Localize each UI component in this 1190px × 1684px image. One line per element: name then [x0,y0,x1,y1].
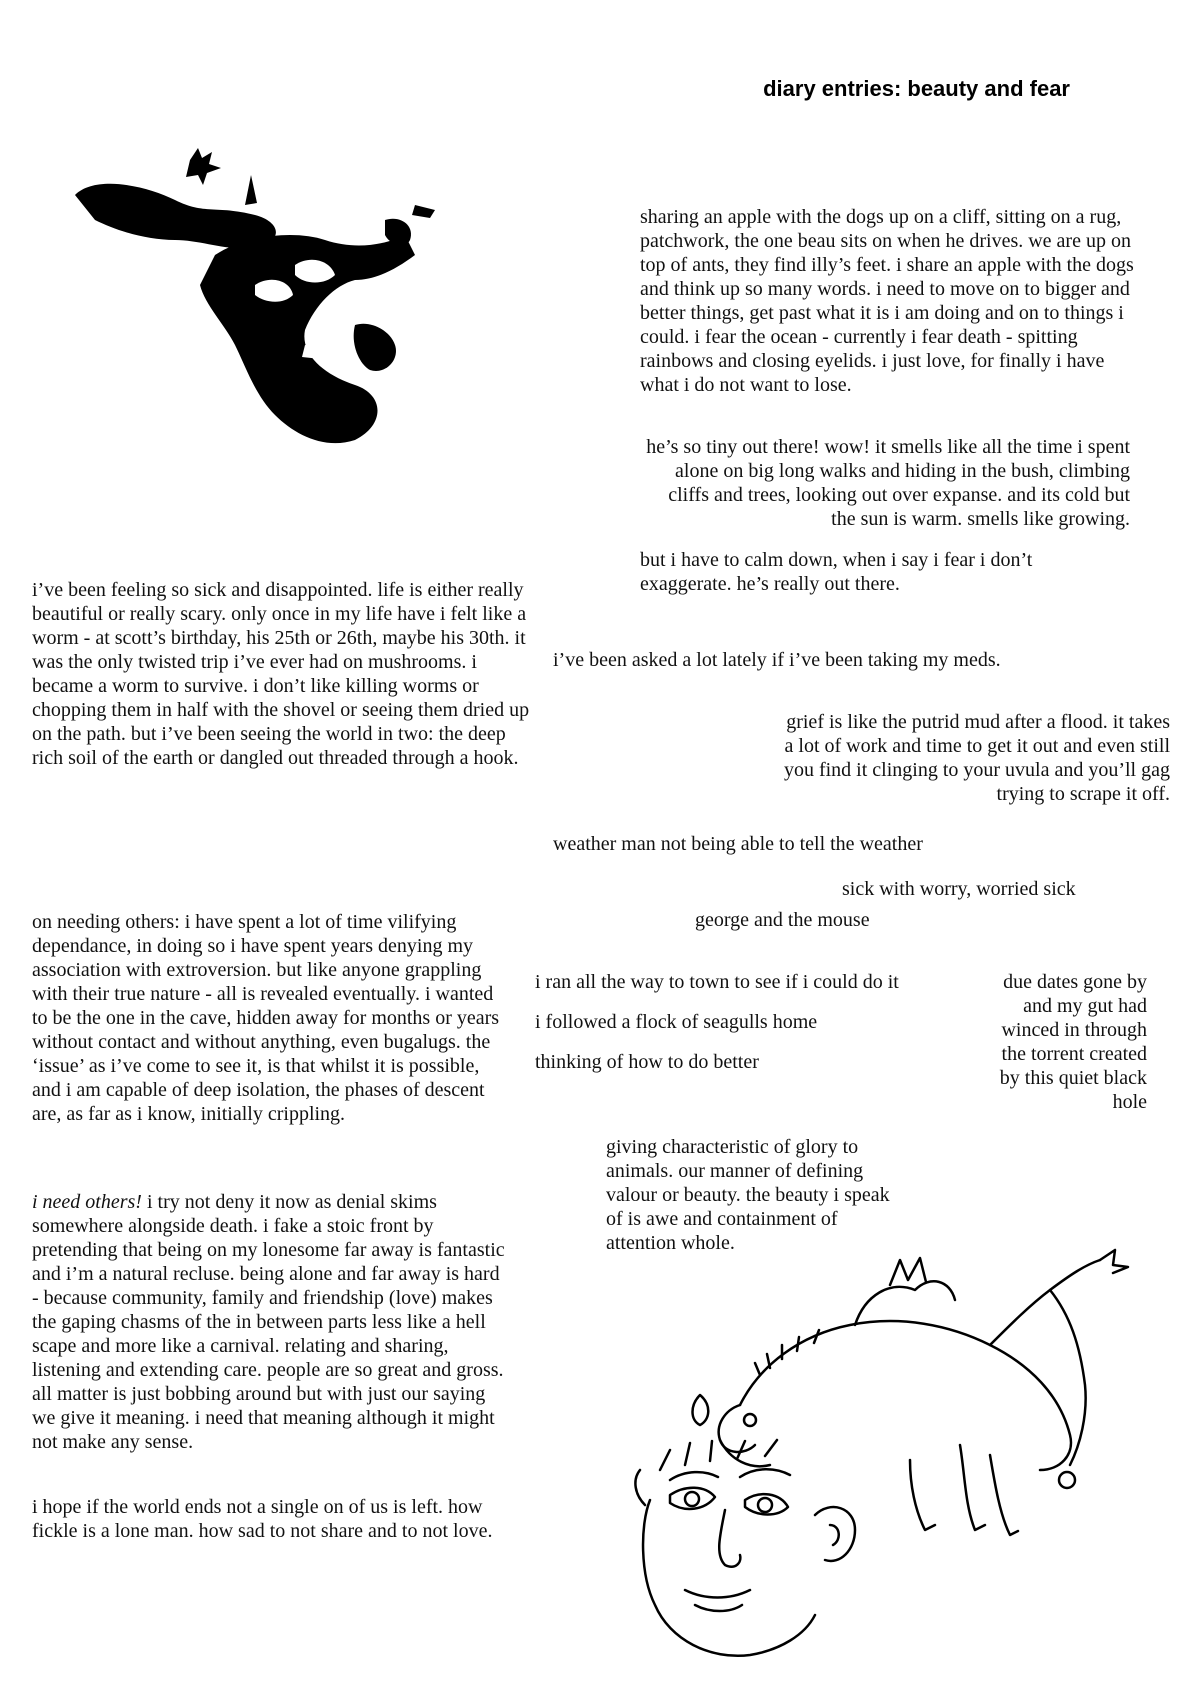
entry-due-dates: due dates gone by and my gut had winced in through the torrent created by this quiet black hole [999,971,1147,1113]
need-others-text: i try not deny it now as denial skims somewhere alongside death. i fake a stoic front by pretending that being on my lonesome far away is fantastic and i’m a natural recluse. being alone and far away is hard - because community, family and friendship (love) makes the gaping chasms of the in between parts less like a hell scape and more like a carnival. relating and sharing, listening and extending care. people are so great and gross. all matter is just bobbing around but with just our saying we give it meaning. i need that meaning although it might not make any sense. [32,1191,505,1453]
entry-seagulls: i followed a flock of seagulls home [535,1011,818,1033]
entry-need-others [32,1190,507,1454]
entry-sick-with-worry: sick with worry, worried sick [842,878,1076,900]
entry-needing-others: on needing others: i have spent a lot of time vilifying dependance, in doing so i have spent years denying my association with extroversion. but like anyone grappling with their true nature - all is revealed eventually. i wanted to be the one in the cave, hidden away for months or years without contact and without anything, even bugalugs. the ‘issue’ as i’ve come to see it, is that whilst it is possible, and i am capable of deep isolation, the phases of descent are, as far as i know, initially crippling. [32,911,500,1125]
entry-tiny-out-there: he’s so tiny out there! wow! it smells like all the time i spent alone on big long walks and hiding in the bush, climbing cliffs and trees, looking out over expanse. and its cold but the sun is warm. smells like growing. [646,436,1130,530]
entry-weather-man: weather man not being able to tell the weather [553,833,923,855]
entry-glory: giving characteristic of glory to animals. our manner of defining valour or beauty. the beauty i speak of is awe and containment of attention whole. [606,1136,890,1254]
entry-apple: sharing an apple with the dogs up on a cliff, sitting on a rug, patchwork, the one beau sits on when he drives. we are up on top of ants, they find illy’s feet. i share an apple with the dogs and think up so many words. i need to move on to bigger and better things, get past what it is i am doing and on to things i could. i fear the ocean - currently i fear death - spitting rainbows and closing eyelids. i just love, for finally i have what i do not want to lose. [640,206,1134,396]
entry-sick-disappointed: i’ve been feeling so sick and disappointed. life is either really beautiful or really scary. only once in my life have i felt like a worm - at scott’s birthday, his 25th or 26th, maybe his 30th. it was the only twisted trip i’ve ever had on mushrooms. i became a worm to survive. i don’t like killing worms or chopping them in half with the shovel or seeing them dried up on the path. but i’ve been seeing the world in two: the deep rich soil of the earth or dangled out threaded through a hook. [32,579,530,769]
entry-grief: grief is like the putrid mud after a flood. it takes a lot of work and time to get it out and even still you find it clinging to your uvula and you’ll gag trying to scrape it off. [783,711,1170,805]
line-drawing-face-creature [630,1245,1170,1675]
entry-world-ends: i hope if the world ends not a single on of us is left. how fickle is a lone man. how sad to not share and to not love. [32,1496,493,1542]
entry-do-better: thinking of how to do better [535,1051,759,1073]
entry-calm-down: but i have to calm down, when i say i fear i don’t exaggerate. he’s really out there. [640,549,1033,595]
need-others-emphasis: i need others! [32,1191,142,1213]
entry-ran-to-town: i ran all the way to town to see if i could do it [535,971,899,993]
page-title: diary entries: beauty and fear [763,76,1070,101]
ink-face-illustration [55,145,465,475]
entry-meds: i’ve been asked a lot lately if i’ve been taking my meds. [553,649,1001,671]
entry-george: george and the mouse [695,909,870,931]
